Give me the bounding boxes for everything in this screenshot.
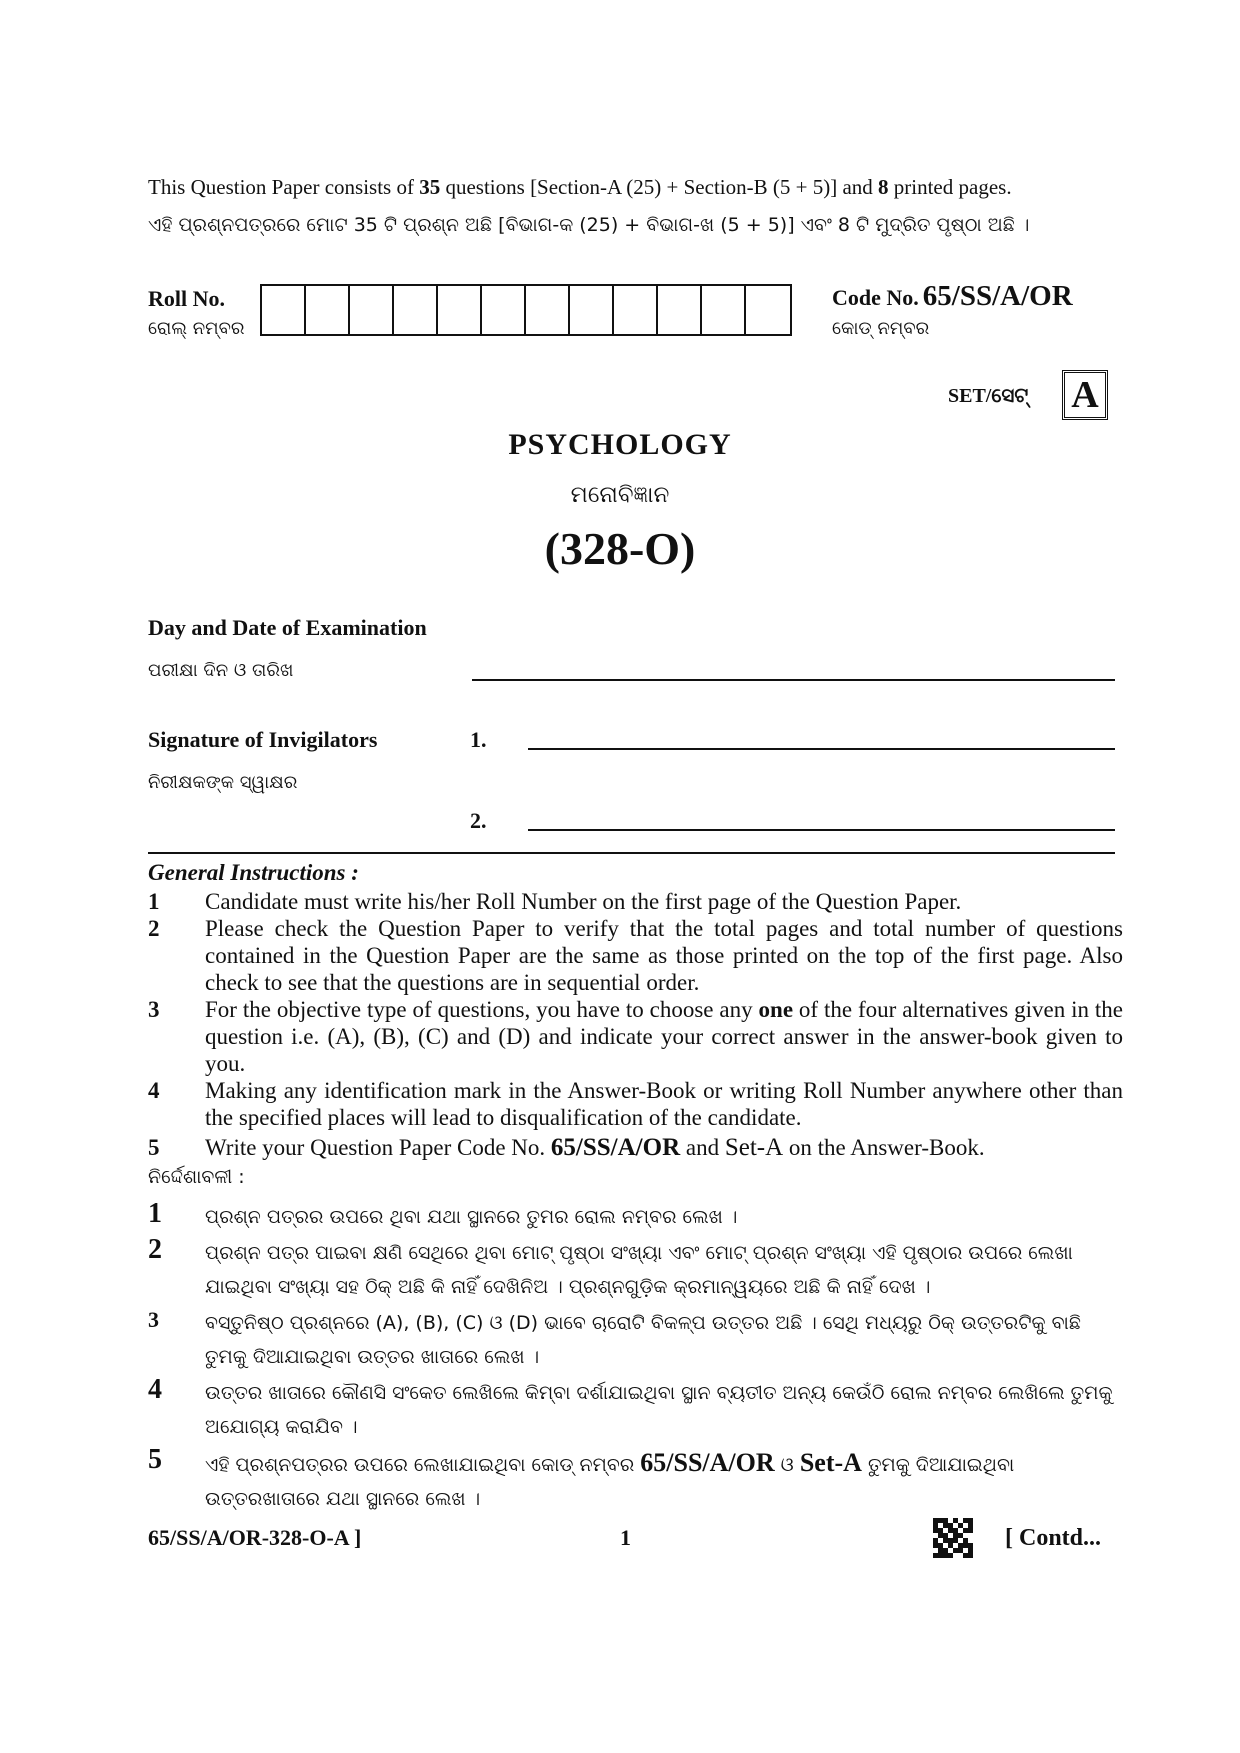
day-date-line[interactable] (472, 679, 1115, 681)
instruction-item (148, 915, 1123, 996)
paper-summary: This Question Paper consists of 35 questions [Section-A (25) + Section-B (5 + 5)] and 8 printed pages. (148, 175, 1012, 199)
signature-1-line[interactable] (528, 748, 1115, 750)
odia-instruction-item (148, 1306, 1123, 1374)
day-date-label-odia: ପରୀକ୍ଷା ଦିନ ଓ ତାରିଖ (148, 660, 294, 681)
instruction-text: Making any identification mark in the Answer-Book or writing Roll Number anywhere other than the specified places will lead to disqualification of the candidate. (205, 1078, 1123, 1130)
roll-digit-box[interactable] (262, 286, 306, 334)
instruction-text: For the objective type of questions, you have to choose any one of the four alternatives given in the question i.e. (A), (B), (C) and (D) and indicate your correct answer in the answer-book given to you. (205, 997, 1123, 1076)
section-divider (148, 852, 1115, 854)
instruction-text: Please check the Question Paper to verify that the total pages and total number of questions contained in the Question Paper are the same as those printed on the top of the first page. Also check to see that the questions are in sequential order. (205, 916, 1123, 995)
instruction-number: 1 (148, 889, 160, 914)
roll-digit-box[interactable] (746, 286, 790, 334)
instruction-text: Candidate must write his/her Roll Number on the first page of the Question Paper. (205, 889, 962, 914)
odia-instruction-text: ବସ୍ତୁନିଷ୍ଠ ପ୍ରଶ୍ନରେ (A), (B), (C) ଓ (D) ଭାବେ ଚାରୋଟି ବିକଳ୍ପ ଉତ୍ତର ଅଛି । ସେଥି ମଧ୍ୟରୁ ଠିକ୍ ଉତ୍ତରଟିକୁ ବାଛି ତୁମକୁ ଦିଆଯାଇଥିବା ଉତ୍ତର ଖାତାରେ ଲେଖ । (205, 1312, 1081, 1368)
roll-digit-box[interactable] (526, 286, 570, 334)
odia-instruction-number: 5 (148, 1444, 162, 1475)
odia-instruction-number: 4 (148, 1374, 162, 1405)
roll-label: Roll No. (148, 286, 225, 311)
instruction-number: 5 (148, 1135, 160, 1160)
day-date-label: Day and Date of Examination (148, 615, 427, 640)
instruction-number: 2 (148, 916, 160, 941)
odia-instruction-item (148, 1236, 1123, 1304)
invigilators-label-odia: ନିରୀକ୍ଷକଙ୍କ ସ୍ୱାକ୍ଷର (148, 772, 298, 793)
odia-instruction-item (148, 1200, 1123, 1234)
general-instructions-title: General Instructions : (148, 860, 359, 885)
odia-instruction-text: ଉତ୍ତର ଖାତାରେ କୌଣସି ସଂକେତ ଲେଖିଲେ କିମ୍ବା ଦର୍ଶାଯାଇଥିବା ସ୍ଥାନ ବ୍ୟତୀତ ଅନ୍ୟ କେଉଁଠି ରୋଲ ନମ୍ବର ଲେଖିଲେ ତୁମକୁ ଅଯୋଗ୍ୟ କରାଯିବ । (205, 1382, 1113, 1438)
code-value: 65/SS/A/OR (922, 280, 1073, 312)
signature-2-number: 2. (470, 808, 487, 833)
roll-digit-box[interactable] (482, 286, 526, 334)
roll-digit-box[interactable] (658, 286, 702, 334)
instruction-item (148, 888, 1123, 915)
set-box: A (1062, 370, 1108, 420)
odia-instruction-number: 2 (148, 1234, 162, 1265)
roll-digit-box[interactable] (394, 286, 438, 334)
roll-digit-box[interactable] (438, 286, 482, 334)
footer-page-number: 1 (620, 1525, 631, 1550)
odia-instruction-number: 3 (148, 1307, 159, 1332)
roll-number-boxes[interactable] (260, 284, 792, 336)
roll-label-odia: ରୋଲ୍ ନମ୍ବର (148, 318, 245, 339)
instruction-number: 4 (148, 1078, 160, 1103)
signature-1-number: 1. (470, 727, 487, 752)
code-label: Code No. (832, 285, 919, 310)
odia-instruction-item (148, 1376, 1123, 1444)
subject-title-odia: ମନୋବିଜ୍ଞାନ (570, 482, 670, 508)
subject-code: (328-O) (544, 523, 696, 574)
instruction-item (148, 1077, 1123, 1131)
subject-title: PSYCHOLOGY (508, 428, 732, 461)
instruction-item (148, 1134, 1123, 1161)
roll-digit-box[interactable] (702, 286, 746, 334)
odia-instructions-title: ନିର୍ଦ୍ଦେଶାବଳୀ : (148, 1166, 245, 1188)
set-label: SET/ସେଟ୍ (948, 385, 1029, 407)
invigilators-label: Signature of Invigilators (148, 727, 378, 752)
odia-instruction-number: 1 (148, 1198, 162, 1229)
odia-instruction-text: ପ୍ରଶ୍ନ ପତ୍ର ପାଇବା କ୍ଷଣି ସେଥିରେ ଥିବା ମୋଟ୍ ପୃଷ୍ଠା ସଂଖ୍ୟା ଏବଂ ମୋଟ୍ ପ୍ରଶ୍ନ ସଂଖ୍ୟା ଏହି ପୃଷ୍ଠାର ଉପରେ ଲେଖା ଯାଇଥିବା ସଂଖ୍ୟା ସହ ଠିକ୍ ଅଛି କି ନାହିଁ ଦେଖିନିଅ । ପ୍ରଶ୍ନଗୁଡ଼ିକ କ୍ରମାନ୍ୱୟରେ ଅଛି କି ନାହିଁ ଦେଖ । (205, 1242, 1073, 1298)
code-label-odia: କୋଡ୍ ନମ୍ବର (832, 318, 930, 339)
roll-digit-box[interactable] (614, 286, 658, 334)
roll-digit-box[interactable] (570, 286, 614, 334)
instruction-text: Write your Question Paper Code No. 65/SS/A/OR and Set-A on the Answer-Book. (205, 1134, 985, 1161)
qr-code-icon (933, 1518, 973, 1558)
paper-summary-odia: ଏହି ପ୍ରଶ୍ନପତ୍ରରେ ମୋଟ 35 ଟି ପ୍ରଶ୍ନ ଅଛି [ବିଭାଗ-କ (25) + ବିଭାଗ-ଖ (5 + 5)] ଏବଂ 8 ଟି ମୁଦ୍ରିତ ପୃଷ୍ଠା ଅଛି । (148, 214, 1030, 236)
code-number (832, 280, 1073, 313)
instruction-number: 3 (148, 997, 160, 1022)
signature-2-line[interactable] (528, 829, 1115, 831)
odia-instruction-item (148, 1446, 1123, 1516)
footer-contd: [ Contd... (1005, 1525, 1102, 1551)
odia-instruction-text: ଏହି ପ୍ରଶ୍ନପତ୍ରର ଉପରେ ଲେଖାଯାଇଥିବା କୋଡ୍ ନମ୍ବର 65/SS/A/OR ଓ Set-A ତୁମକୁ ଦିଆଯାଇଥିବା ଉତ୍ତରଖାତାରେ ଯଥା ସ୍ଥାନରେ ଲେଖ । (205, 1448, 1015, 1510)
roll-digit-box[interactable] (350, 286, 394, 334)
footer-paper-code: 65/SS/A/OR-328-O-A ] (148, 1525, 362, 1550)
instruction-item (148, 996, 1123, 1077)
roll-digit-box[interactable] (306, 286, 350, 334)
odia-instruction-text: ପ୍ରଶ୍ନ ପତ୍ରର ଉପରେ ଥିବା ଯଥା ସ୍ଥାନରେ ତୁମର ରୋଲ ନମ୍ବର ଲେଖ । (205, 1206, 738, 1228)
